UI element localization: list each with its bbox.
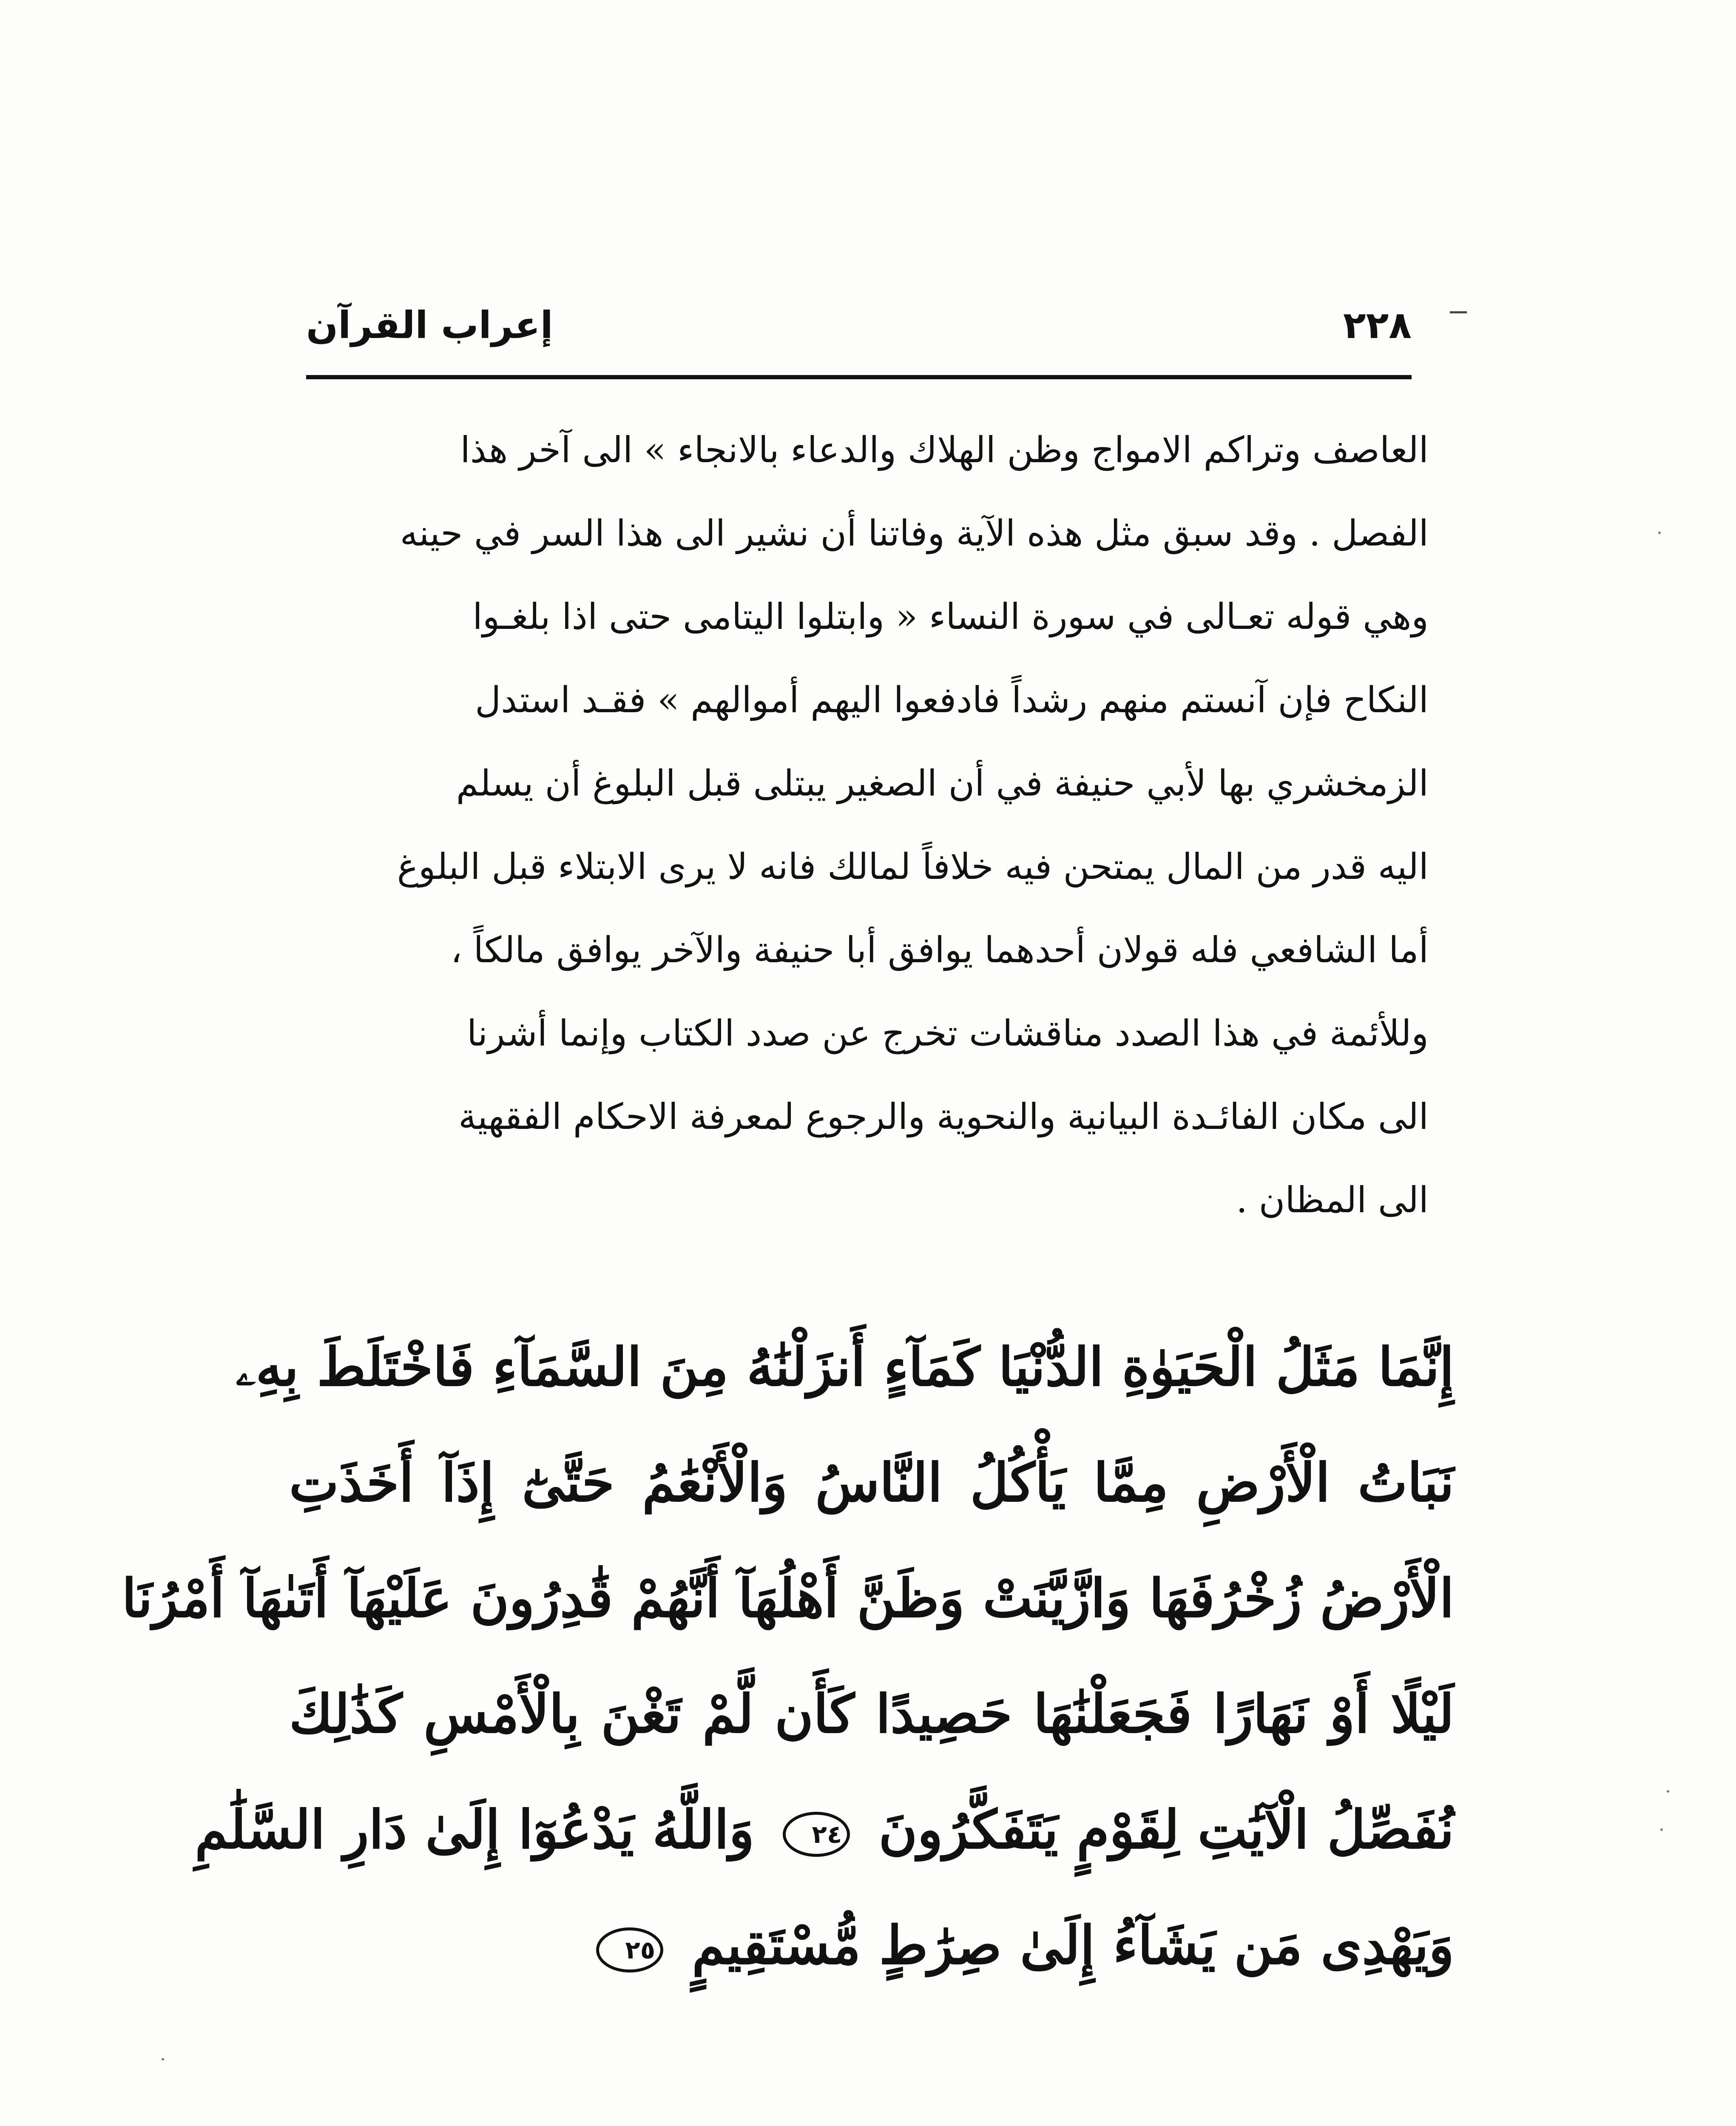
- verse-segment: وَيَهْدِى مَن يَشَآءُ إِلَىٰ صِرَٰطٍ مُّسْتَقِيمٍ: [692, 1915, 1454, 1976]
- commentary-line: اليه قدر من المال يمتحن فيه خلافاً لمالك فانه لا يرى الابتلاء قبل البلوغ: [397, 846, 1429, 887]
- commentary-line: النكاح فإن آنستم منهم رشداً فادفعوا اليهم أموالهم » فقـد استدل: [475, 679, 1429, 721]
- commentary-line: الفصل . وقد سبق مثل هذه الآية وفاتنا أن نشير الى هذا السر في حينه: [400, 512, 1429, 554]
- commentary-line: وللأئمة في هذا الصدد مناقشات تخرج عن صدد الكتاب وإنما أشرنا: [466, 1012, 1429, 1054]
- scan-speck: [1667, 1790, 1669, 1793]
- margin-mark: [1450, 311, 1467, 313]
- commentary-text: [289, 408, 1429, 1242]
- scan-speck: [162, 2058, 164, 2061]
- scan-speck: [1658, 532, 1661, 534]
- verse-segment: وَاللَّهُ يَدْعُوٓا إِلَىٰ دَارِ السَّلَٰمِ: [195, 1799, 755, 1861]
- verse-segment: نُفَصِّلُ الْآيَٰتِ لِقَوْمٍ يَتَفَكَّرُونَ: [878, 1799, 1454, 1861]
- verse-line: الْأَرْضُ زُخْرُفَهَا وَازَّيَّنَتْ وَظَنَّ أَهْلُهَآ أَنَّهُمْ قَٰدِرُونَ عَلَيْهَآ أَتَىٰهَآ أَمْرُنَا: [122, 1568, 1454, 1629]
- verse-line: [195, 1772, 1454, 1888]
- verse-line: [289, 1888, 1454, 2004]
- commentary-line: الى مكان الفائـدة البيانية والنحوية والرجوع لمعرفة الاحكام الفقهية: [458, 1096, 1429, 1137]
- verse-line: إِنَّمَا مَثَلُ الْحَيَوٰةِ الدُّنْيَا كَمَآءٍ أَنزَلْنَٰهُ مِنَ السَّمَآءِ فَاخْتَلَطَ بِهِۦ: [236, 1336, 1454, 1398]
- verse-line: نَبَاتُ الْأَرْضِ مِمَّا يَأْكُلُ النَّاسُ وَالْأَنْعَٰمُ حَتَّىٰٓ إِذَآ أَخَذَتِ: [289, 1452, 1454, 1514]
- header-rule: [306, 375, 1412, 379]
- scan-speck: [1660, 1828, 1663, 1831]
- commentary-line: أما الشافعي فله قولان أحدهما يوافق أبا حنيفة والآخر يوافق مالكاً ،: [450, 929, 1429, 971]
- page-number: ٢٢٨: [1343, 303, 1412, 347]
- commentary-line: الزمخشري بها لأبي حنيفة في أن الصغير يبتلى قبل البلوغ أن يسلم: [456, 762, 1429, 804]
- quran-verse-block: [122, 1310, 1454, 2004]
- running-header: [306, 293, 1412, 357]
- verse-line: لَيْلًا أَوْ نَهَارًا فَجَعَلْنَٰهَا حَصِيدًا كَأَن لَّمْ تَغْنَ بِالْأَمْسِ كَذَٰلِكَ: [289, 1683, 1454, 1745]
- ayah-number-marker: ٢٤: [783, 1812, 850, 1857]
- commentary-line: الى المظان .: [1236, 1179, 1429, 1221]
- commentary-line: وهي قوله تعـالى في سورة النساء « وابتلوا اليتامى حتى اذا بلغـوا: [472, 596, 1429, 637]
- ayah-number-marker: ٢٥: [596, 1927, 663, 1973]
- book-title: إعراب القرآن: [306, 303, 553, 347]
- commentary-line: العاصف وتراكم الامواج وظن الهلاك والدعاء بالانجاء » الى آخر هذا: [460, 429, 1429, 471]
